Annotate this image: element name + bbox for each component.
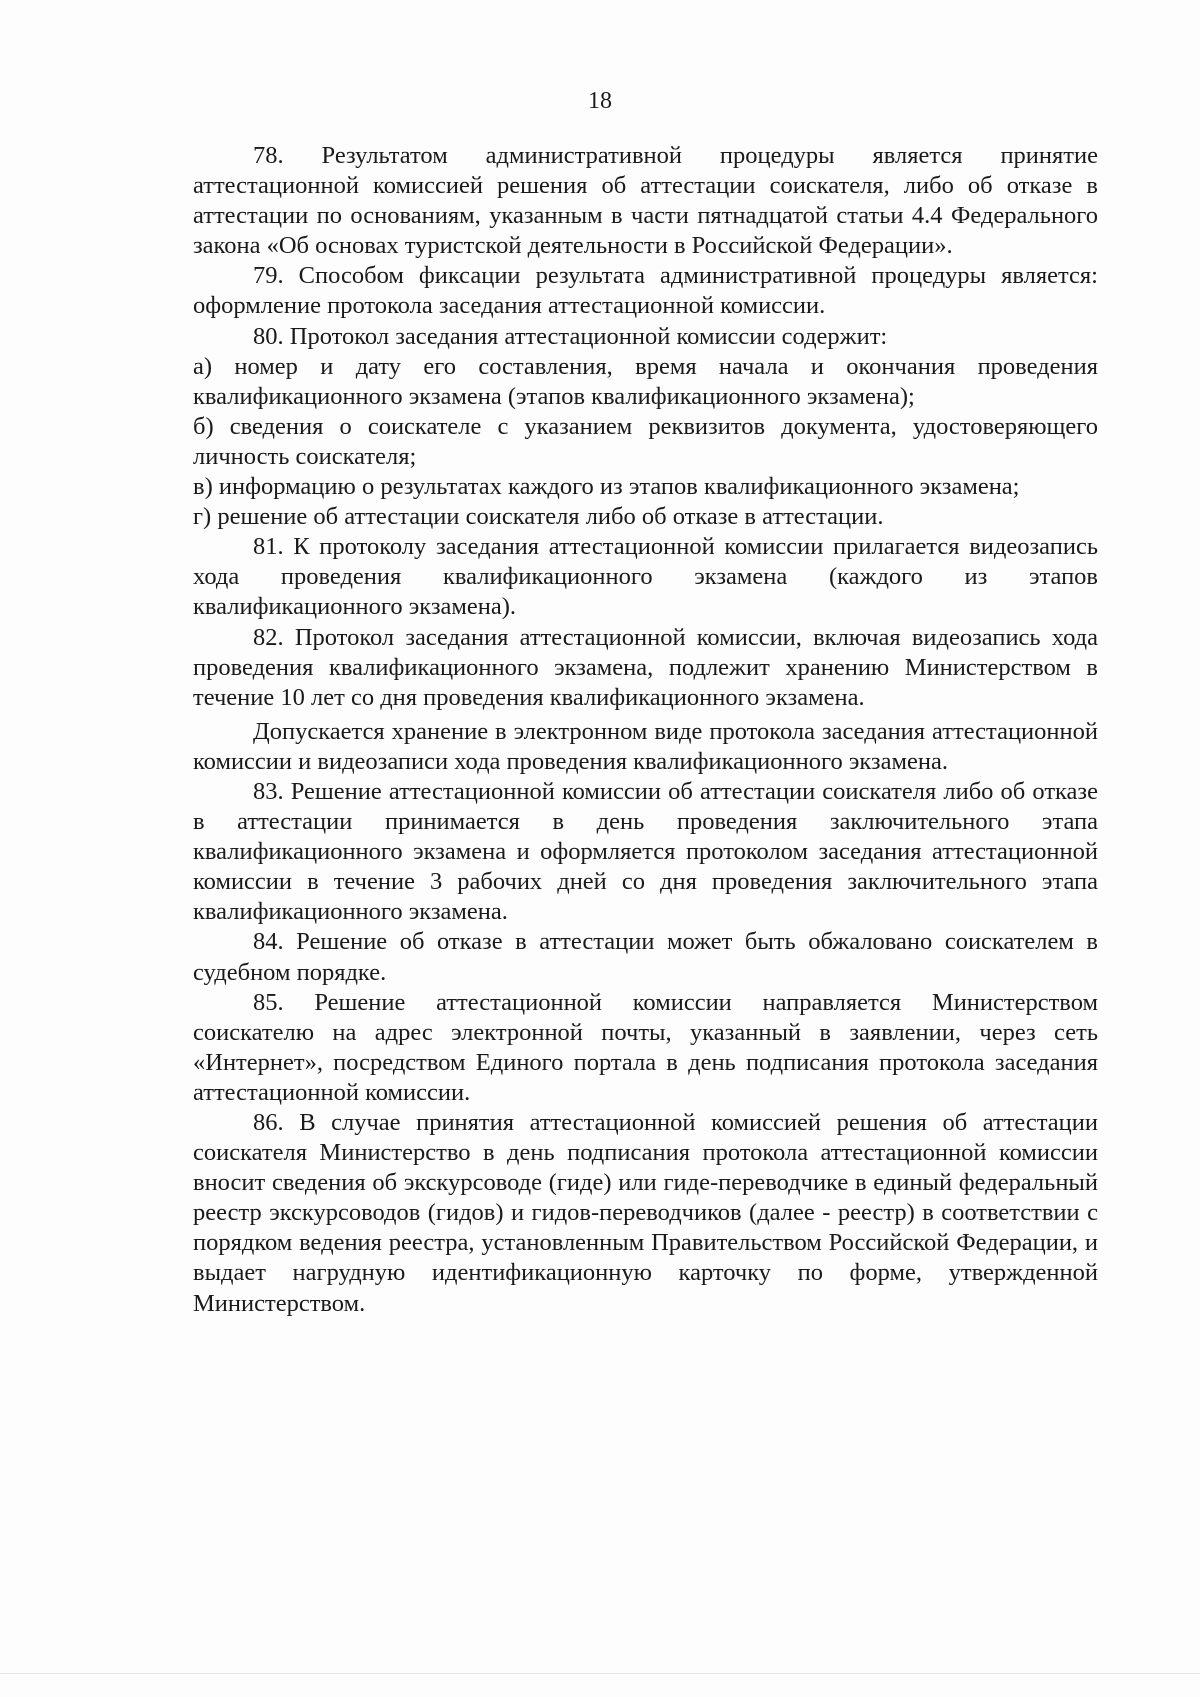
paragraph-81: 81. К протоколу заседания аттестационной комиссии прилагается видеозапись хода проведения квалификационного экзамена (каждого из этапов квалификационного экзамена).: [193, 533, 1098, 621]
list-item-g: г) решение об аттестации соискателя либо об отказе в аттестации.: [193, 503, 884, 531]
paragraph-79: 79. Способом фиксации результата административной процедуры является: оформление протокола заседания аттестационной комиссии.: [193, 262, 1098, 320]
list-item-v: в) информацию о результатах каждого из этапов квалификационного экзамена;: [193, 473, 1020, 501]
page-number: 18: [588, 88, 612, 114]
document-body: [193, 141, 1098, 1319]
paragraph-85: 85. Решение аттестационной комиссии направляется Министерством соискателю на адрес электронной почты, указанный в заявлении, через сеть «Интернет», посредством Единого портала в день подписания протокола заседания аттестационной комиссии.: [193, 988, 1098, 1106]
paragraph-84: 84. Решение об отказе в аттестации может быть обжаловано соискателем в судебном порядке.: [193, 928, 1098, 986]
paragraph-82-note: Допускается хранение в электронном виде протокола заседания аттестационной комиссии и видеозаписи хода проведения квалификационного экзамена.: [193, 717, 1098, 775]
paragraph-83: 83. Решение аттестационной комиссии об аттестации соискателя либо об отказе в аттестации принимается в день проведения заключительного этапа квалификационного экзамена и оформляется протоколом заседания аттестационной комиссии в течение 3 рабочих дней со дня проведения заключительного этапа квалификационного экзамена.: [193, 777, 1098, 926]
scan-edge-line: [0, 1673, 1200, 1674]
paragraph-82: 82. Протокол заседания аттестационной комиссии, включая видеозапись хода проведения квалификационного экзамена, подлежит хранению Министерством в течение 10 лет со дня проведения квалификационного экзамена.: [193, 623, 1098, 711]
list-item-b: б) сведения о соискателе с указанием реквизитов документа, удостоверяющего личность соискателя;: [193, 412, 1098, 470]
paragraph-78: 78. Результатом административной процедуры является принятие аттестационной комиссией решения об аттестации соискателя, либо об отказе в аттестации по основаниям, указанным в части пятнадцатой статьи 4.4 Федерального закона «Об основах туристской деятельности в Российской Федерации».: [193, 142, 1098, 260]
list-item-a: а) номер и дату его составления, время начала и окончания проведения квалификационного экзамена (этапов квалификационного экзамена);: [193, 352, 1098, 410]
paragraph-86: 86. В случае принятия аттестационной комиссией решения об аттестации соискателя Министерство в день подписания протокола аттестационной комиссии вносит сведения об экскурсоводе (гиде) или гиде-переводчике в единый федеральный реестр экскурсоводов (гидов) и гидов-переводчиков (далее - реестр) в соответствии с порядком ведения реестра, установленным Правительством Российской Федерации, и выдает нагрудную идентификационную карточку по форме, утвержденной Министерством.: [193, 1109, 1098, 1317]
paragraph-80: 80. Протокол заседания аттестационной комиссии содержит:: [253, 322, 888, 350]
